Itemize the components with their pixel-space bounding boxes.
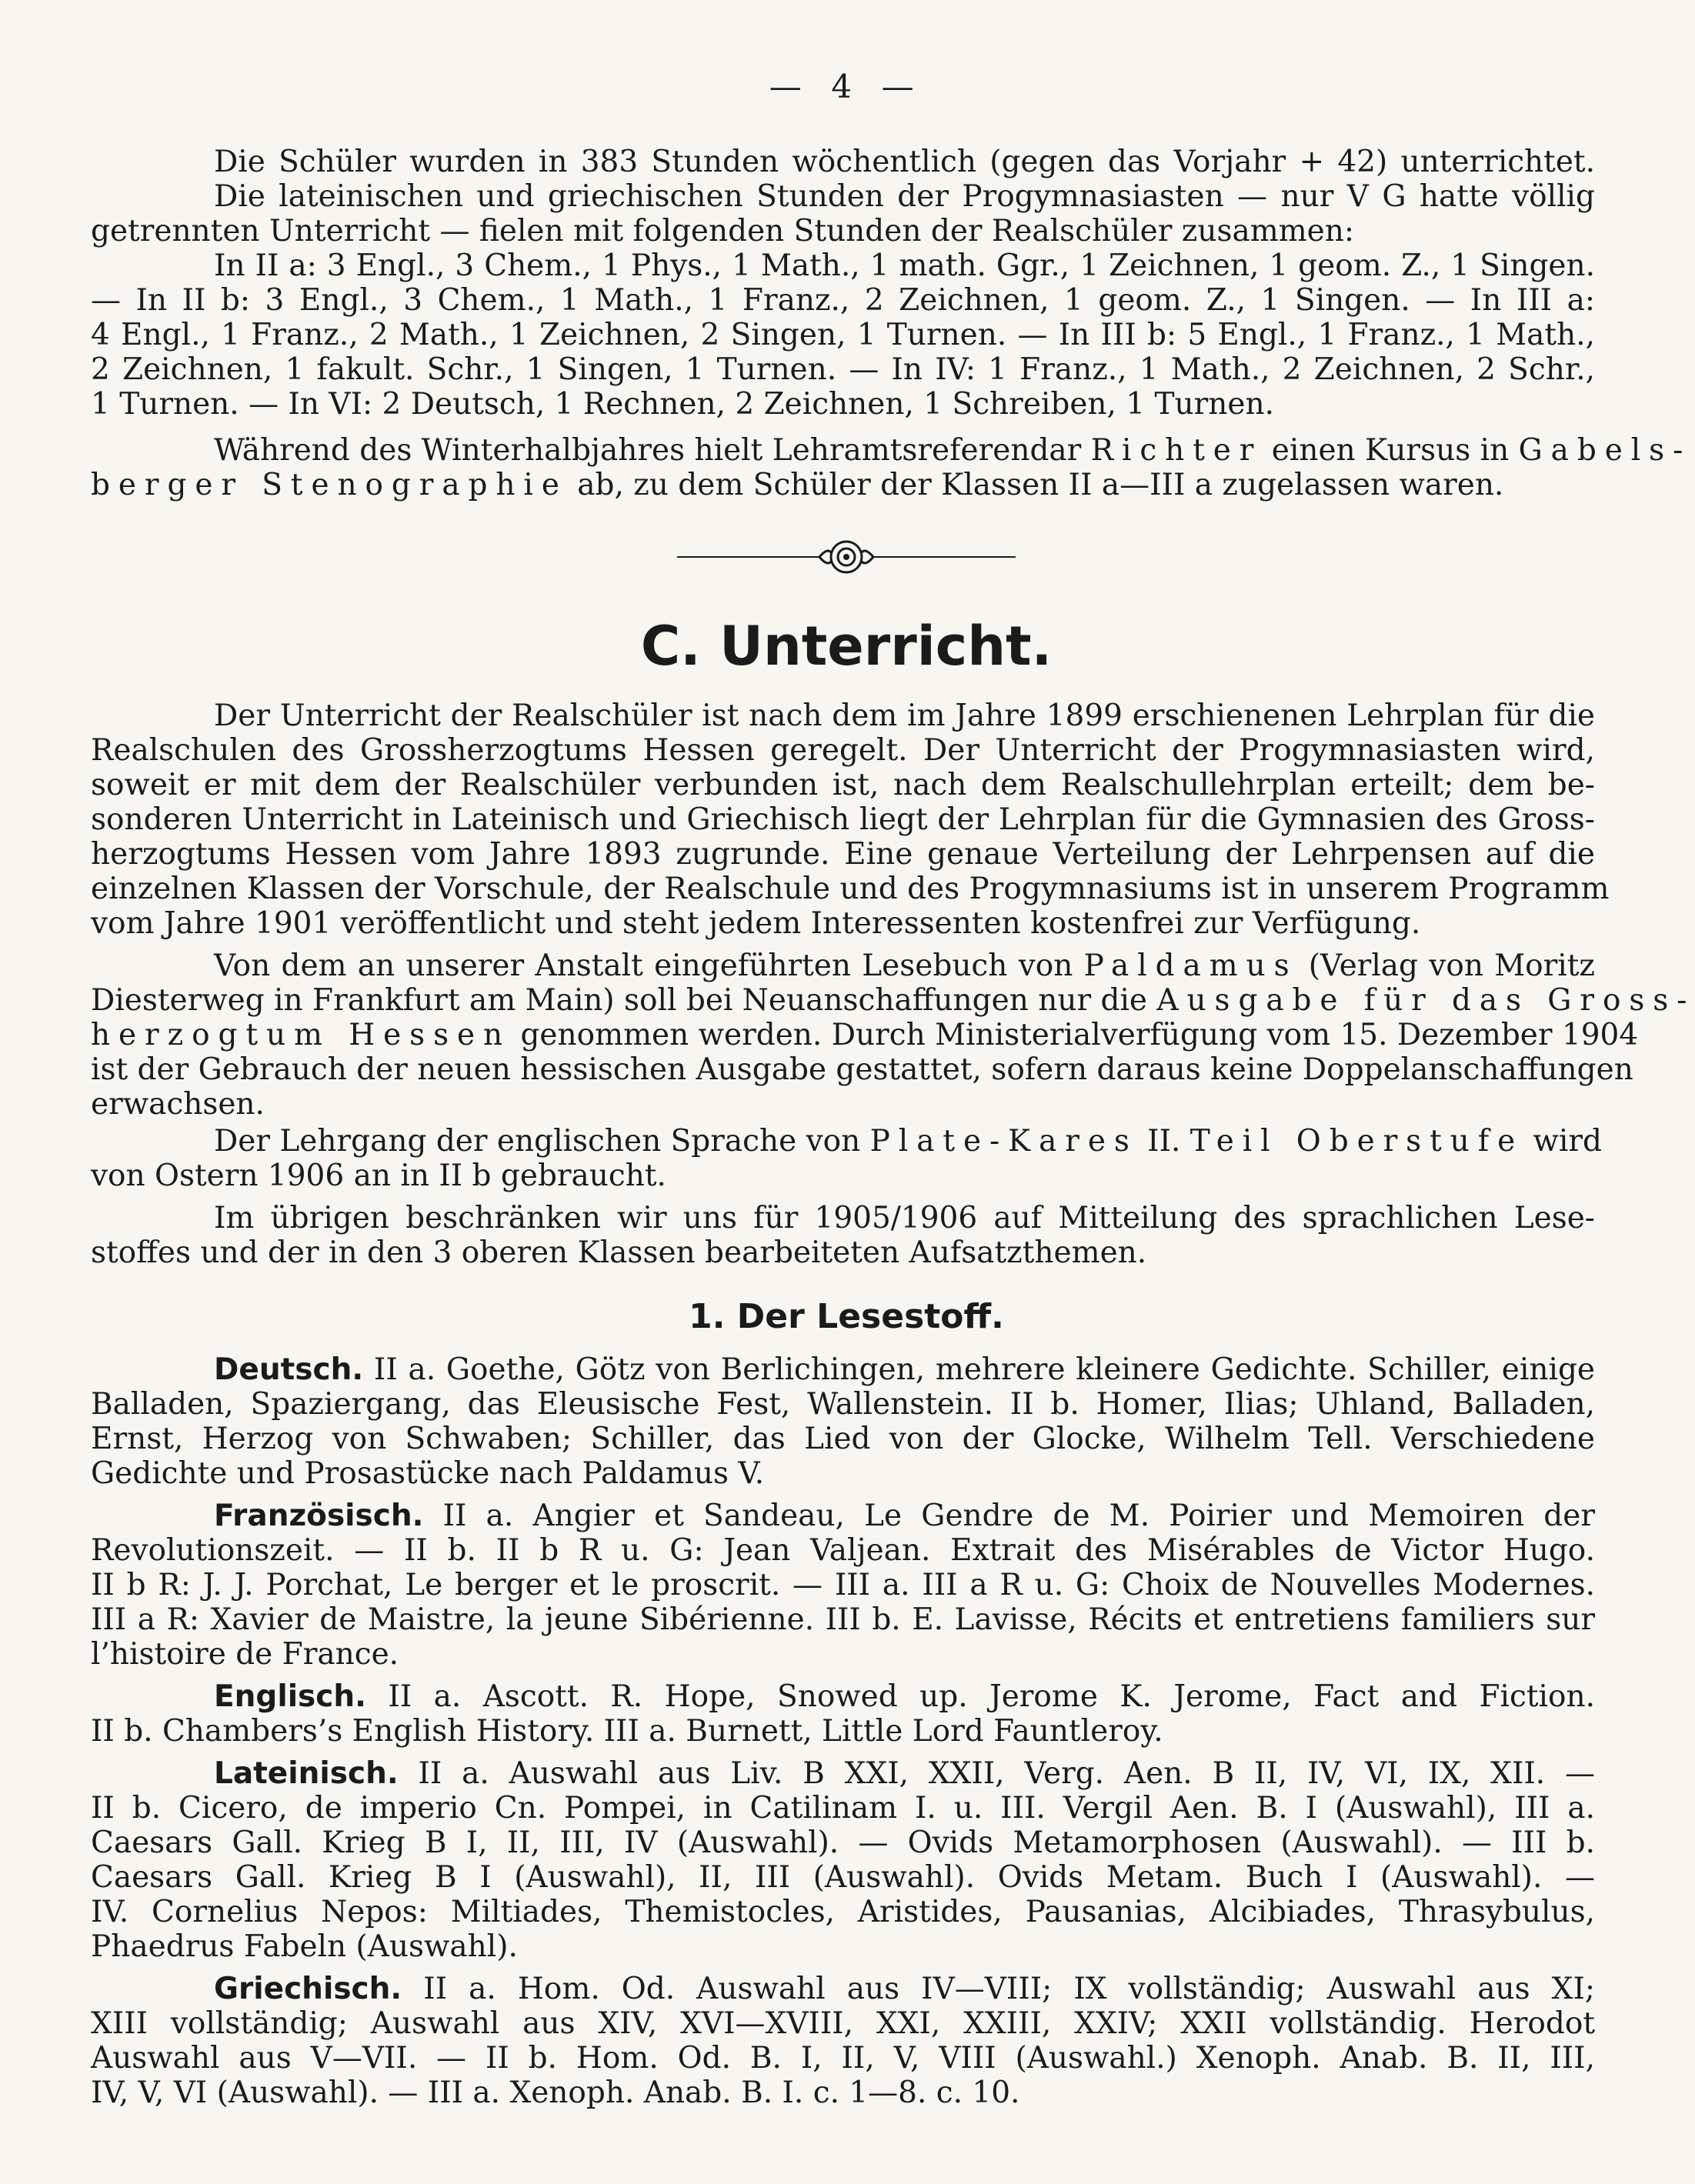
intro-line [91,468,1595,502]
intro-line: 1 Turnen. — In VI: 2 Deutsch, 1 Rechnen, 2 Zeichnen, 1 Schreiben, 1 Turnen. [91,387,1275,422]
body-line: von Ostern 1906 an in II b gebraucht. [91,1159,666,1193]
section-title: C. Unterricht. [640,615,1053,678]
text: einen Kursus in [1262,433,1519,468]
body-line: erwachsen. [91,1087,265,1122]
franz-line: Revolutionszeit. — II b. II b R u. G: Jean Valjean. Extrait des Misérables de Victor Hugo. [91,1533,1595,1568]
text: II a. Auswahl aus Liv. B XXI, XXII, Verg. Aen. B II, IV, VI, IX, XII. — [398,1756,1595,1791]
intro-line: In II a: 3 Engl., 3 Chem., 1 Phys., 1 Math., 1 math. Ggr., 1 Zeichnen, 1 geom. Z., 1 Singen. [214,248,1595,283]
text: II. [1137,1124,1190,1159]
subject-heading: Lateinisch. [214,1756,399,1791]
ornament-divider-icon [677,534,1016,580]
text: Von dem an unserer Anstalt eingeführten Lesebuch von [214,949,1084,983]
engl-line: II b. Chambers’s English History. III a. Burnett, Little Lord Fauntleroy. [91,1714,1163,1749]
text: genommen werden. Durch Ministerialverfügung vom 15. Dezember 1904 [511,1018,1639,1052]
griech-line: XIII vollständig; Auswahl aus XIV, XVI—XVIII, XXI, XXIII, XXIV; XXII vollständig. Herodot [91,2006,1595,2041]
body-line: stoffes und der in den 3 oberen Klassen bearbeiteten Aufsatzthemen. [91,1235,1147,1270]
spaced-name: Ausgabe für das Gross- [1156,983,1695,1018]
text: ab, zu dem Schüler der Klassen II a—III a zugelassen waren. [567,468,1504,502]
text: Der Lehrgang der englischen Sprache von [214,1124,870,1159]
intro-line: 2 Zeichnen, 1 fakult. Schr., 1 Singen, 1 Turnen. — In IV: 1 Franz., 1 Math., 2 Zeichnen, 2 Schr., [91,352,1595,387]
intro-line: Die Schüler wurden in 383 Stunden wöchentlich (gegen das Vorjahr + 42) unterrichtet. [214,145,1595,179]
latein-line: II b. Cicero, de imperio Cn. Pompei, in Catilinam I. u. III. Vergil Aen. B. I (Auswahl), III a. [91,1791,1595,1826]
griech-line: Auswahl aus V—VII. — II b. Hom. Od. B. I, II, V, VIII (Auswahl.) Xenoph. Anab. B. II, III, [91,2041,1595,2076]
body-line [91,983,1695,1018]
body-line: Der Unterricht der Realschüler ist nach dem im Jahre 1899 erschienenen Lehrplan für die [214,699,1595,733]
text: Während des Winterhalbjahres hielt Lehramtsreferendar [214,433,1091,468]
spaced-name: Richter [1090,433,1263,468]
text: Diesterweg in Frankfurt am Main) soll bei Neuanschaffungen nur die [91,983,1157,1018]
text: wird [1523,1124,1602,1159]
deutsch-line [214,1352,1595,1387]
body-line: Im übrigen beschränken wir uns für 1905/1906 auf Mitteilung des sprachlichen Lese- [214,1201,1595,1235]
body-line: vom Jahre 1901 veröffentlicht und steht jedem Interessenten kostenfrei zur Verfügung. [91,906,1421,941]
latein-line: Caesars Gall. Krieg B I (Auswahl), II, III (Auswahl). Ovids Metam. Buch I (Auswahl). — [91,1860,1595,1895]
latein-line: Phaedrus Fabeln (Auswahl). [91,1929,518,1964]
franz-line [214,1499,1595,1533]
intro-line: 4 Engl., 1 Franz., 2 Math., 1 Zeichnen, 2 Singen, 1 Turnen. — In III b: 5 Engl., 1 Franz., 1 Math., [91,318,1595,352]
text: II a. Hom. Od. Auswahl aus IV—VIII; IX vollständig; Auswahl aus XI; [402,1972,1595,2006]
body-line: sonderen Unterricht in Lateinisch und Griechisch liegt der Lehrplan für die Gymnasien des Gross- [91,802,1595,837]
subject-heading: Englisch. [214,1679,366,1714]
spaced-name: Teil Oberstufe [1190,1124,1524,1159]
text: II a. Angier et Sandeau, Le Gendre de M. Poirier und Memoiren der [423,1499,1595,1533]
spaced-name: berger Stenographie [91,468,568,502]
subject-heading: Griechisch. [214,1972,402,2006]
subject-heading: Französisch. [214,1499,424,1533]
deutsch-line: Gedichte und Prosastücke nach Paldamus V. [91,1456,765,1491]
text: (Verlag von Moritz [1297,949,1595,983]
text: II a. Goethe, Götz von Berlichingen, mehrere kleinere Gedichte. Schiller, einige [363,1352,1595,1387]
body-line [214,949,1595,983]
body-line [91,1018,1639,1052]
franz-line: l’histoire de France. [91,1637,399,1672]
griech-line [214,1972,1595,2006]
intro-line [214,433,1692,468]
franz-line: II b R: J. J. Porchat, Le berger et le proscrit. — III a. III a R u. G: Choix de Nouvelles Modernes. [91,1568,1595,1602]
subsection-title: 1. Der Lesestoff. [689,1297,1004,1336]
spaced-name: herzogtum Hessen [91,1018,512,1052]
spaced-name: Paldamus [1083,949,1298,983]
body-line: soweit er mit dem der Realschüler verbunden ist, nach dem Realschullehrplan erteilt; dem be- [91,768,1595,802]
intro-line: — In II b: 3 Engl., 3 Chem., 1 Math., 1 Franz., 2 Zeichnen, 1 geom. Z., 1 Singen. — In III a: [91,283,1595,318]
griech-line: IV, V, VI (Auswahl). — III a. Xenoph. Anab. B. I. c. 1—8. c. 10. [91,2076,1020,2110]
franz-line: III a R: Xavier de Maistre, la jeune Sibérienne. III b. E. Lavisse, Récits et entretiens familiers sur [91,1602,1595,1637]
body-line: Realschulen des Grossherzogtums Hessen geregelt. Der Unterricht der Progymnasiasten wird, [91,733,1595,768]
latein-line: Caesars Gall. Krieg B I, II, III, IV (Auswahl). — Ovids Metamorphosen (Auswahl). — III b. [91,1826,1595,1860]
deutsch-line: Ernst, Herzog von Schwaben; Schiller, das Lied von der Glocke, Wilhelm Tell. Verschiedene [91,1422,1595,1456]
engl-line [214,1679,1595,1714]
body-line: ist der Gebrauch der neuen hessischen Ausgabe gestattet, sofern daraus keine Doppelanschaffungen [91,1052,1633,1087]
latein-line [214,1756,1595,1791]
spaced-name: Gabels- [1518,433,1692,468]
latein-line: IV. Cornelius Nepos: Miltiades, Themistocles, Aristides, Pausanias, Alcibiades, Thrasybulus, [91,1895,1595,1929]
intro-line: getrennten Unterricht — fielen mit folgenden Stunden der Realschüler zusammen: [91,214,1355,248]
body-line [214,1124,1602,1159]
text: II a. Ascott. R. Hope, Snowed up. Jerome K. Jerome, Fact and Fiction. [365,1679,1595,1714]
spaced-name: Plate-Kares [869,1124,1138,1159]
page-number: — 4 — [769,68,924,105]
intro-line: Die lateinischen und griechischen Stunden der Progymnasiasten — nur V G hatte völlig [214,179,1595,214]
subject-heading: Deutsch. [214,1352,364,1387]
body-line: herzogtums Hessen vom Jahre 1893 zugrunde. Eine genaue Verteilung der Lehrpensen auf die [91,837,1595,872]
deutsch-line: Balladen, Spaziergang, das Eleusische Fest, Wallenstein. II b. Homer, Ilias; Uhland, Balladen, [91,1387,1595,1422]
body-line: einzelnen Klassen der Vorschule, der Realschule und des Progymnasiums ist in unserem Programm [91,872,1610,906]
